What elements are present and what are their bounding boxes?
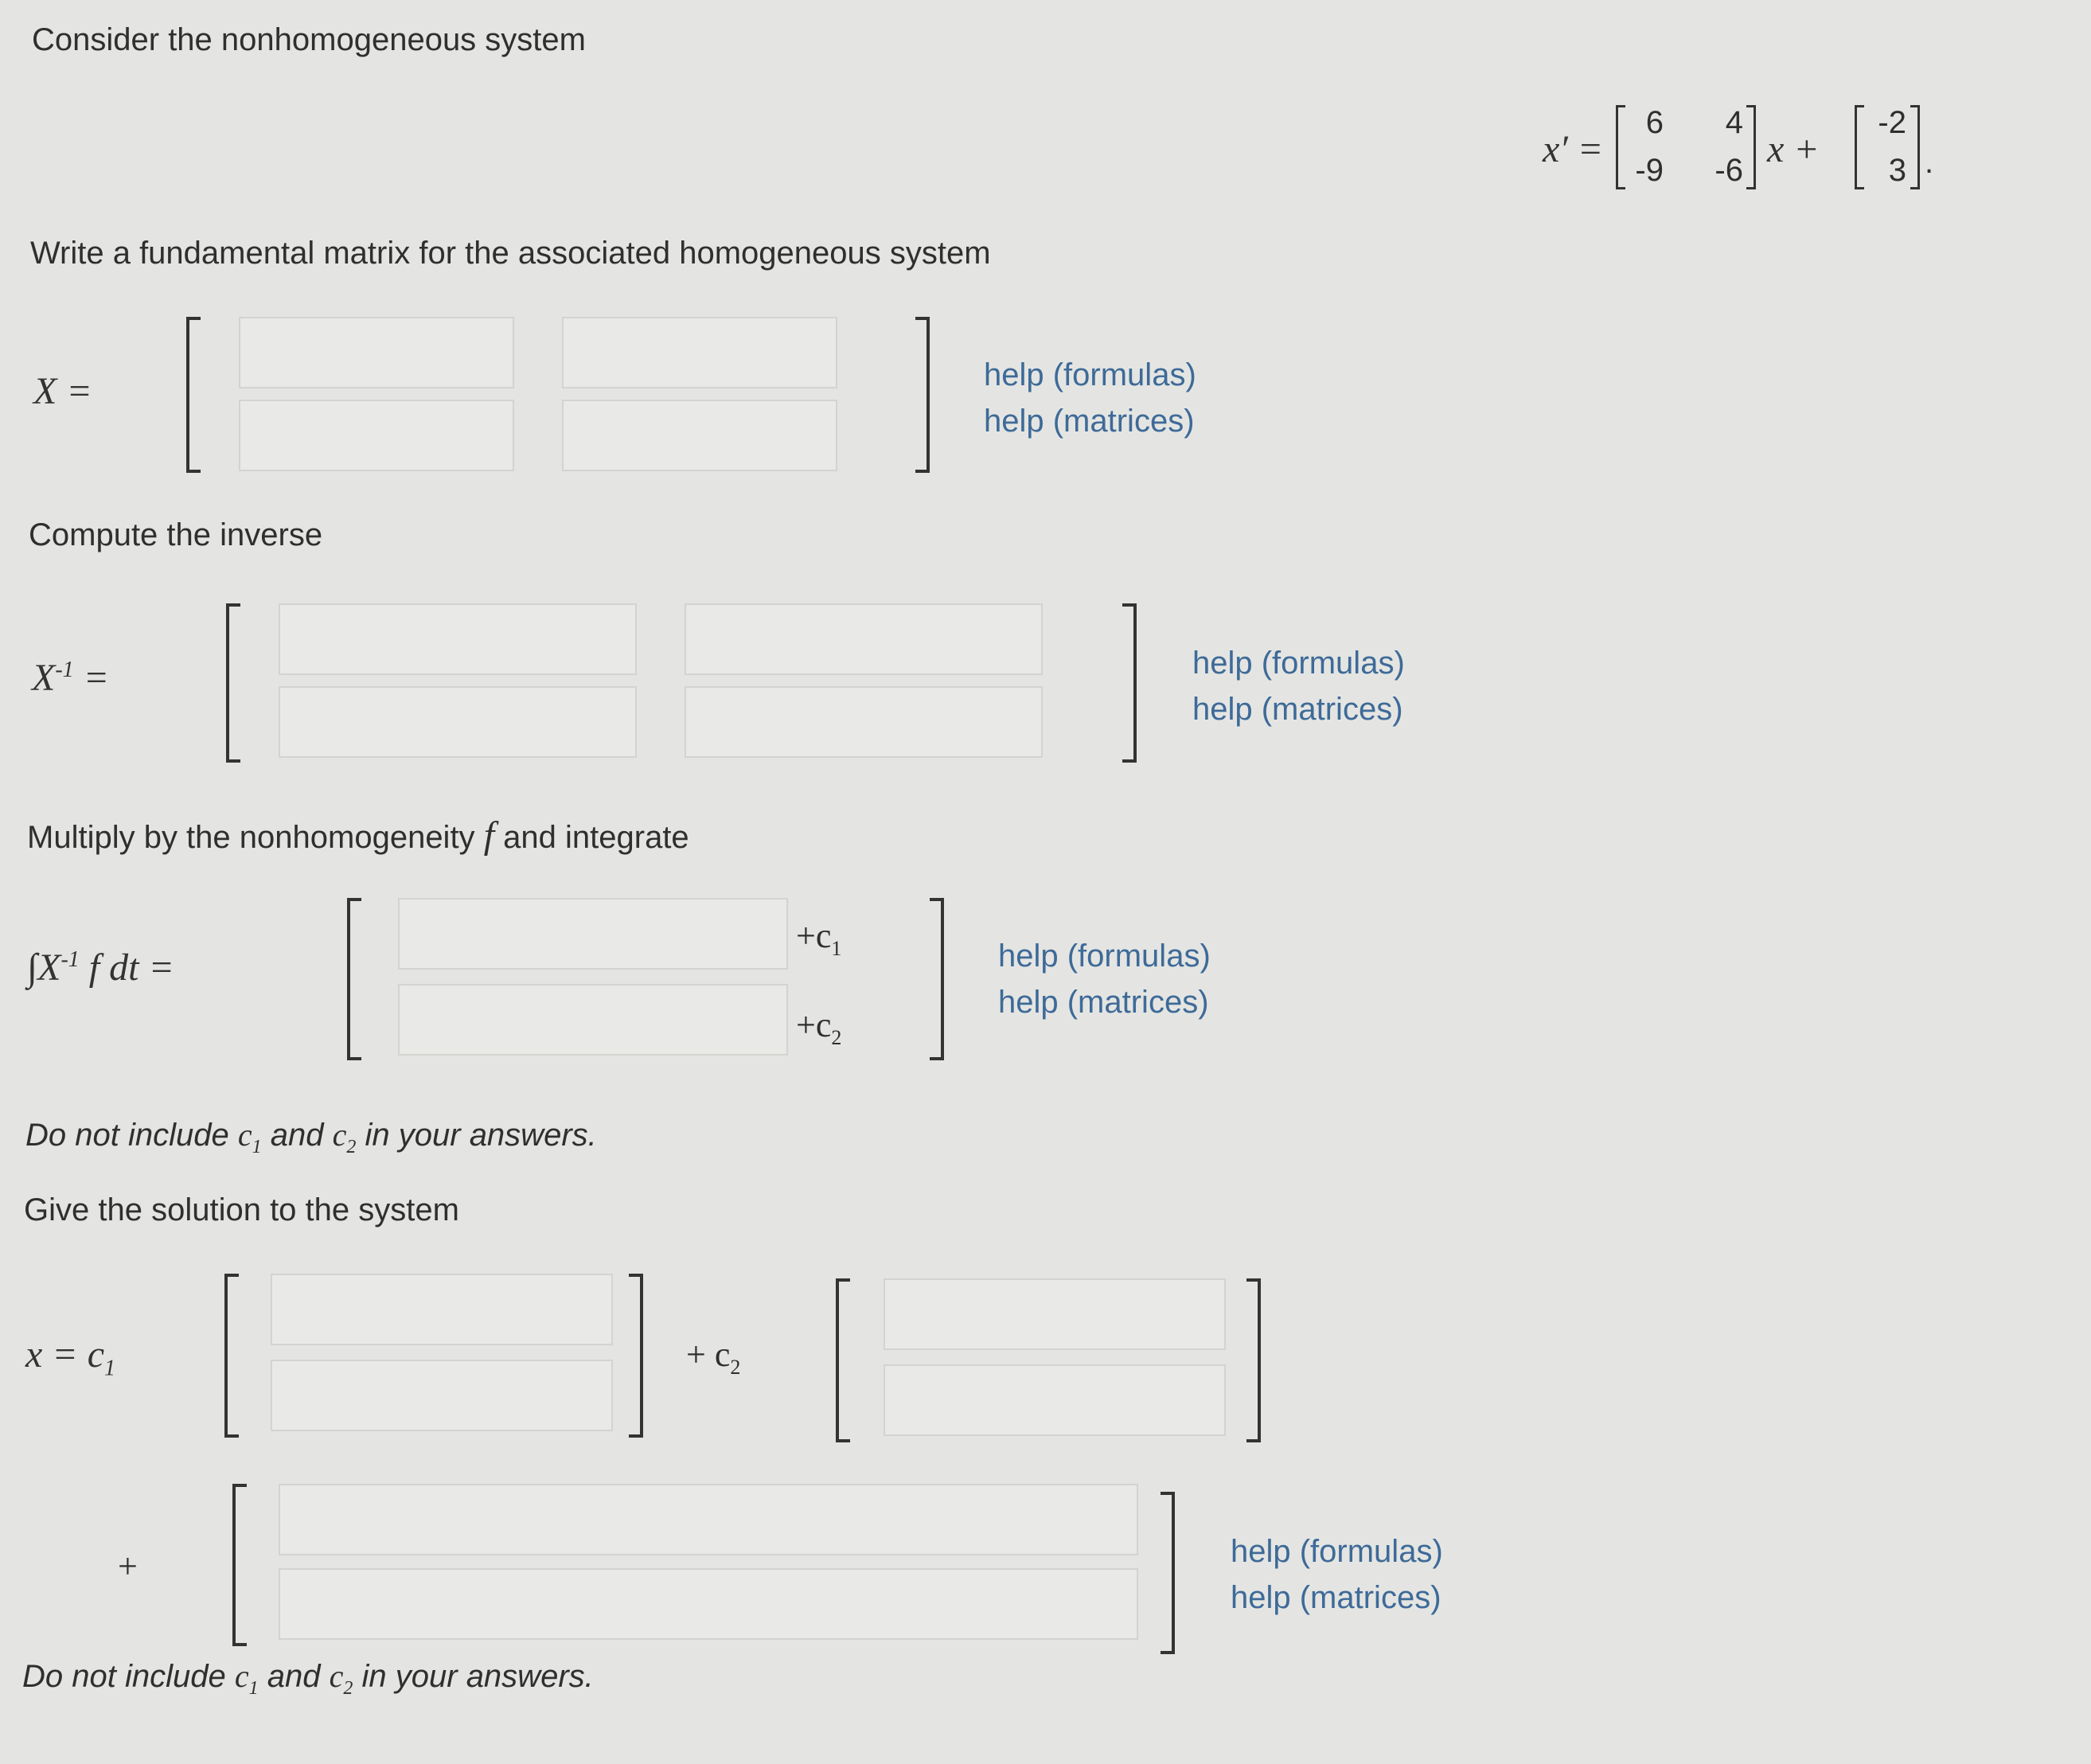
step1-right-bracket [915, 317, 930, 473]
step4-plus-c2: + $c_2$ [686, 1335, 741, 1379]
step4-help [1231, 1528, 1443, 1621]
step3-left-bracket [347, 898, 361, 1060]
matrix-right-bracket [1746, 105, 1756, 189]
step2-prompt: Compute the inverse [29, 517, 323, 552]
step1-label: X = [33, 370, 92, 412]
step1-cell-2-2[interactable] [562, 400, 837, 471]
system-period: . [1925, 145, 1934, 180]
step3-label: $\int X^{-1}$ f dt = [27, 946, 174, 989]
matrix-cell: -9 [1635, 153, 1664, 188]
help-formulas-link[interactable]: help (formulas) [984, 357, 1196, 392]
note-exclude-constants-final: Do not include $c_1$ and $c_2$ in your answers. [22, 1658, 594, 1699]
intro-text: Consider the nonhomogeneous system [32, 22, 586, 57]
step4-particular-left-bracket [232, 1484, 247, 1646]
step4-vec1-left-bracket [224, 1274, 239, 1438]
step2-cell-2-2[interactable] [685, 686, 1043, 758]
step1-prompt: Write a fundamental matrix for the associated homogeneous system [30, 236, 991, 271]
help-matrices-link[interactable]: help (matrices) [1192, 692, 1403, 727]
step4-vec1-cell-1[interactable] [271, 1274, 613, 1345]
note-exclude-constants: Do not include $c_1$ and $c_2$ in your answers. [25, 1117, 597, 1157]
step2-left-bracket [226, 603, 240, 763]
step4-vec2-cell-2[interactable] [884, 1364, 1226, 1436]
step4-prompt: Give the solution to the system [24, 1192, 459, 1227]
matrix-cell: 4 [1725, 105, 1743, 140]
help-matrices-link[interactable]: help (matrices) [984, 404, 1195, 439]
step3-help [998, 933, 1211, 1025]
step4-particular-cell-1[interactable] [279, 1484, 1138, 1555]
help-matrices-link[interactable]: help (matrices) [1231, 1580, 1441, 1615]
step2-help [1192, 640, 1405, 732]
step3-cell-2[interactable] [398, 984, 788, 1056]
step4-vec2-right-bracket [1246, 1278, 1261, 1442]
matrix-cell: 6 [1645, 105, 1664, 140]
step1-cell-1-2[interactable] [562, 317, 837, 388]
help-formulas-link[interactable]: help (formulas) [1231, 1534, 1443, 1569]
step3-prompt: Multiply by the nonhomogeneity f and integrate [27, 814, 689, 857]
step1-help [984, 352, 1196, 444]
vector-cell: -2 [1878, 105, 1906, 140]
step1-left-bracket [186, 317, 201, 473]
vector-right-bracket [1910, 105, 1920, 189]
step4-plus: + [118, 1547, 138, 1586]
step4-vec2-left-bracket [836, 1278, 850, 1442]
help-matrices-link[interactable]: help (matrices) [998, 985, 1209, 1020]
step4-particular-right-bracket [1161, 1492, 1175, 1654]
step3-plus-c1: $+c_1$ [796, 916, 842, 960]
step2-cell-1-1[interactable] [279, 603, 637, 675]
matrix-cell: -6 [1715, 153, 1743, 188]
step4-label: $x = c_1$ [25, 1333, 115, 1381]
step2-cell-2-1[interactable] [279, 686, 637, 758]
step4-vec2-cell-1[interactable] [884, 1278, 1226, 1350]
step2-cell-1-2[interactable] [685, 603, 1043, 675]
step2-label: $X^{-1}$ = [32, 657, 110, 699]
system-lhs: x′ = [1543, 128, 1604, 170]
step4-vec1-right-bracket [629, 1274, 643, 1438]
step3-right-bracket [930, 898, 944, 1060]
help-formulas-link[interactable]: help (formulas) [998, 939, 1211, 974]
step1-cell-1-1[interactable] [239, 317, 514, 388]
step1-cell-2-1[interactable] [239, 400, 514, 471]
system-times-x: x + [1767, 128, 1820, 170]
step4-particular-cell-2[interactable] [279, 1568, 1138, 1640]
system-equation [1536, 96, 1990, 199]
vector-cell: 3 [1888, 153, 1906, 188]
step2-right-bracket [1122, 603, 1137, 763]
help-formulas-link[interactable]: help (formulas) [1192, 646, 1405, 681]
step3-plus-c2: $+c_2$ [796, 1005, 842, 1049]
step3-cell-1[interactable] [398, 898, 788, 970]
step4-vec1-cell-2[interactable] [271, 1360, 613, 1431]
